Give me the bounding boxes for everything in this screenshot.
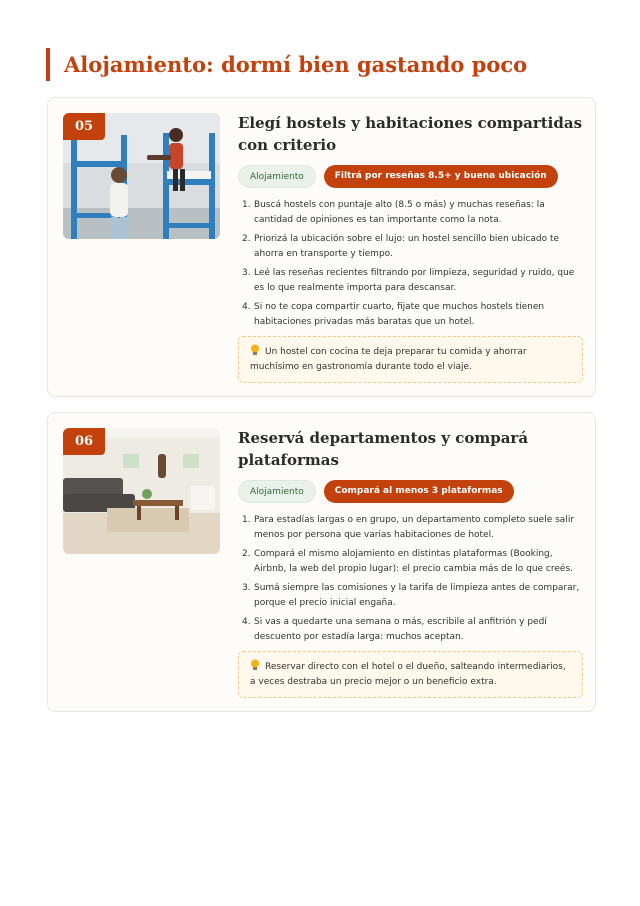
note-text: Un hostel con cocina te deja preparar tu comida y ahorrar muchísimo en gastronomía durante todo el viaje. [250,347,527,372]
category-tag: Alojamiento [238,165,316,188]
list-item: Para estadías largas o en grupo, un departamento completo suele salir menos por persona que varias habitaciones de hotel. [254,515,575,540]
highlight-tag: Compará al menos 3 plataformas [324,480,514,503]
note-box [238,651,583,698]
card-title: Elegí hostels y habitaciones compartidas con criterio [238,114,583,154]
lightbulb-icon [250,659,260,671]
list-item: Buscá hostels con puntaje alto (8.5 o más) y muchas reseñas: la cantidad de opiniones es tan importante como la nota. [254,200,545,225]
list-item: Si no te copa compartir cuarto, fijate que muchos hostels tienen habitaciones privadas más baratas que un hotel. [254,302,545,327]
section-title: Alojamiento: dormí bien gastando poco [46,48,527,81]
card-title: Reservá departamentos y compará plataformas [238,429,529,469]
list-item: Leé las reseñas recientes filtrando por limpieza, seguridad y ruido, que es lo que realmente importa para descansar. [254,268,575,293]
highlight-tag: Filtrá por reseñas 8.5+ y buena ubicación [324,165,558,188]
note-text: Reservar directo con el hotel o el dueño, salteando intermediarios, a veces destraba un precio mejor o un beneficio extra. [250,662,566,687]
tip-number-badge: 05 [63,113,105,140]
tip-number-badge: 06 [63,428,105,455]
list-item: Sumá siempre las comisiones y la tarifa de limpieza antes de comparar, porque el precio inicial engaña. [254,583,580,608]
apartment-photo [63,428,220,554]
note-box [238,336,583,383]
tip-card-06 [47,412,596,712]
list-item: Priorizá la ubicación sobre el lujo: un hostel sencillo bien ubicado te ahorra en transporte y tiempo. [254,234,560,259]
category-tag: Alojamiento [238,480,316,503]
lightbulb-icon [250,344,260,356]
tips-list [238,513,583,645]
tips-list [238,198,583,330]
list-item: Si vas a quedarte una semana o más, escribile al anfitrión y pedí descuento por estadía larga: muchos aceptan. [254,617,547,642]
list-item: Compará el mismo alojamiento en distintas plataformas (Booking, Airbnb, la web del propio lugar): el precio cambia más de lo que creés. [254,549,573,574]
hostel-photo [63,113,220,239]
tip-card-05 [47,97,596,397]
